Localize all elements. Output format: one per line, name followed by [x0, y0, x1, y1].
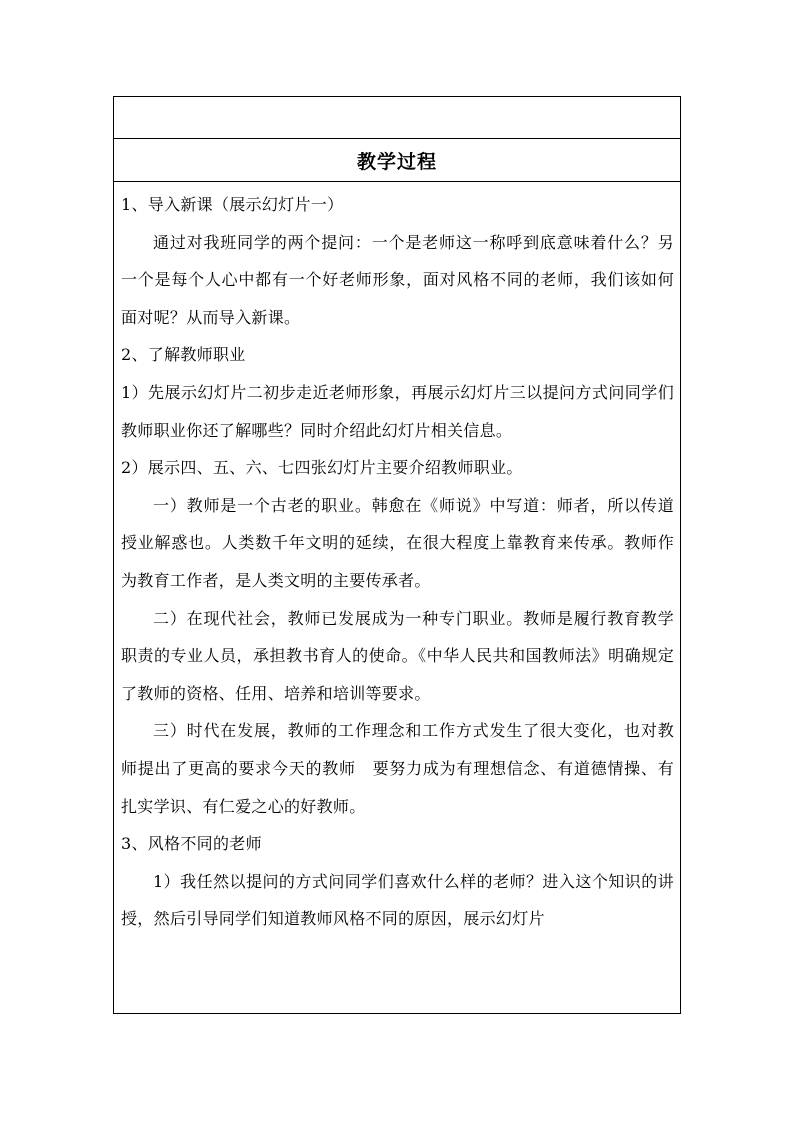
- paragraph-intro-body: 通过对我班同学的两个提问：一个是老师这一称呼到底意味着什么？另一个是每个人心中都有一个好老师形象，面对风格不同的老师，我们该如何面对呢？从而导入新课。: [121, 232, 674, 327]
- lesson-content: [114, 182, 680, 1013]
- paragraph-career-step-1: 1）先展示幻灯片二初步走近老师形象，再展示幻灯片三以提问方式问同学们教师职业你还了解哪些？同时介绍此幻灯片相关信息。: [121, 382, 674, 440]
- paragraph-styles-step-1: 1）我任然以提问的方式问同学们喜欢什么样的老师？进入这个知识的讲授，然后引导同学们知道教师风格不同的原因，展示幻灯片: [121, 871, 674, 929]
- paragraph-point-3: 三）时代在发展，教师的工作理念和工作方式发生了很大变化，也对教师提出了更高的要求今天的教师 要努力成为有理想信念、有道德情操、有扎实学识、有仁爱之心的好教师。: [121, 721, 674, 816]
- section-title: 教学过程: [356, 150, 437, 173]
- paragraph-styles-heading: 3、风格不同的老师: [121, 834, 262, 854]
- empty-header-row: [114, 97, 680, 139]
- paragraph-point-2: 二）在现代社会，教师已发展成为一种专门职业。教师是履行教育教学职责的专业人员，承担教书育人的使命。《中华人民共和国教师法》明确规定了教师的资格、任用、培养和培训等要求。: [121, 608, 674, 703]
- paragraph-career-step-2: 2）展示四、五、六、七四张幻灯片主要介绍教师职业。: [121, 458, 523, 478]
- section-title-row: [114, 139, 680, 182]
- paragraph-point-1: 一）教师是一个古老的职业。韩愈在《师说》中写道：师者，所以传道授业解惑也。人类数千年文明的延续，在很大程度上靠教育来传承。教师作为教育工作者，是人类文明的主要传承者。: [121, 495, 674, 590]
- paragraph-career-heading: 2、了解教师职业: [121, 345, 246, 365]
- lesson-table: [113, 96, 681, 1014]
- paragraph-intro-heading: 1、导入新课（展示幻灯片一）: [121, 195, 344, 214]
